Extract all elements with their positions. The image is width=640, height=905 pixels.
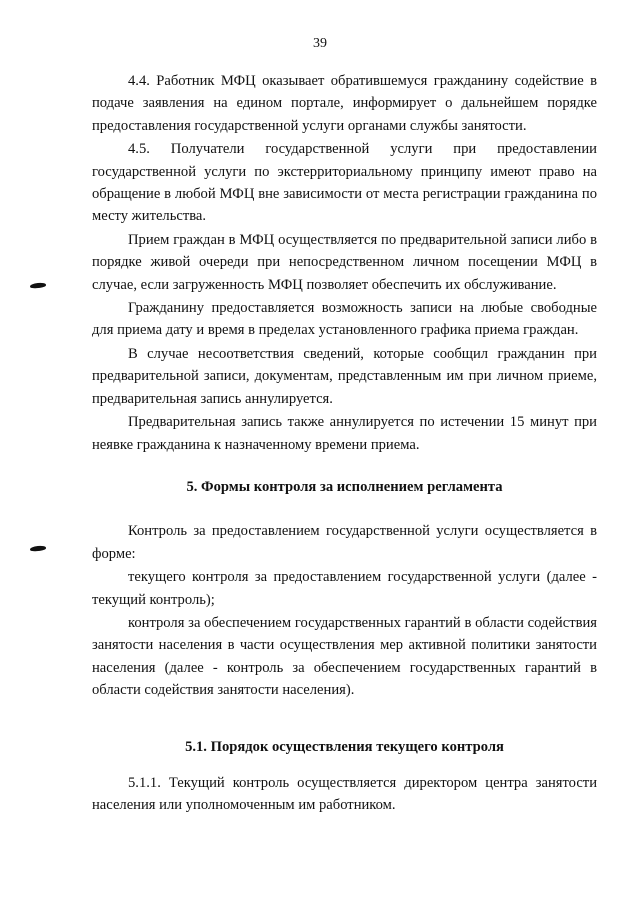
- subsection-heading: 5.1. Порядок осуществления текущего контроля: [185, 738, 504, 755]
- paragraph: Гражданину предоставляется возможность записи на любые свободные для приема дату и время в пределах установленного графика приема граждан.: [92, 300, 597, 339]
- page-number: 39: [313, 36, 327, 51]
- paragraph: В случае несоответствия сведений, которые сообщил гражданин при предварительной записи, документам, представленным им при личном приеме, предварительная запись аннулируется.: [92, 345, 597, 407]
- paragraph: контроля за обеспечением государственных гарантий в области содействия занятости населения в части осуществления мер активной политики занятости населения (далее - контроль за обеспечением государственных гарантий в области содействия занятости населения).: [92, 614, 597, 699]
- margin-mark: [30, 545, 46, 552]
- paragraph: 4.4. Работник МФЦ оказывает обратившемуся гражданину содействие в подаче заявления на едином портале, информирует о дальнейшем порядке предоставления государственной услуги органами службы занятости.: [92, 73, 597, 134]
- paragraph: Контроль за предоставлением государственной услуги осуществляется в форме:: [92, 523, 597, 562]
- margin-mark: [30, 282, 46, 289]
- document-body: [92, 70, 597, 817]
- paragraph: текущего контроля за предоставлением государственной услуги (далее - текущий контроль);: [92, 569, 597, 608]
- paragraph: Предварительная запись также аннулируется по истечении 15 минут при неявке гражданина к назначенному времени приема.: [92, 414, 597, 453]
- paragraph: 5.1.1. Текущий контроль осуществляется директором центра занятости населения или уполномоченным им работником.: [92, 774, 597, 814]
- paragraph: 4.5. Получатели государственной услуги при предоставлении государственной услуги по экстерриториальному принципу имеют право на обращение в любой МФЦ вне зависимости от места регистрации гражданина по месту жительства.: [92, 141, 597, 225]
- section-heading: 5. Формы контроля за исполнением регламента: [186, 478, 503, 495]
- paragraph: Прием граждан в МФЦ осуществляется по предварительной записи либо в порядке живой очереди при непосредственном личном посещении МФЦ в случае, если загруженность МФЦ позволяет обеспечить их обслуживание.: [92, 231, 597, 293]
